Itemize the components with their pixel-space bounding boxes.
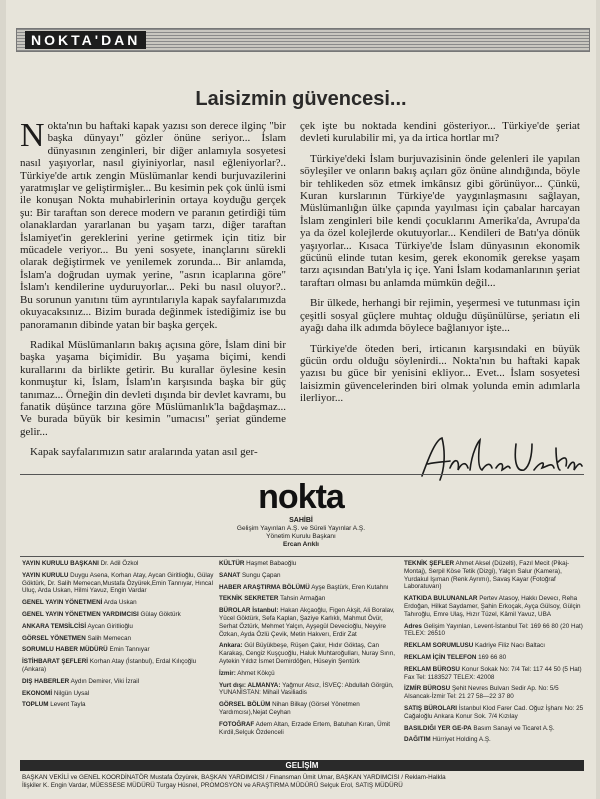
masthead-entry-label: KÜLTÜR [219, 560, 245, 567]
masthead-entry [22, 560, 222, 568]
masthead-entry [219, 595, 399, 603]
masthead-entry [22, 658, 222, 674]
masthead-entry-names: Ahmet Aksel (Düzelti), Fazıl Mecit (Pikaj-Montaj), Serpil Köse Tetik (Dizgi), Yalçın Salur (Kamera), Yurdakul Işıman (Renk Ayrımı), Savaş Kayar (Fotoğraf Laboratuvarı) [404, 560, 570, 591]
masthead-entry [219, 560, 399, 568]
masthead-entry-names: Aycan Giritlioğlu [87, 622, 133, 630]
article-column-right [300, 120, 580, 413]
masthead-entry-names: Gelişim Yayınları, Levent-İstanbul Tel: 169 66 80 (20 Hat) TELEX: 26510 [404, 622, 583, 638]
masthead-entry-names: Adem Altan, Erzade Ertem, Batuhan Kıran, Ümit Kırdil,Selçuk Özdenceli [219, 720, 391, 736]
masthead-entry-label: BASILDIĞI YER GE-PA [404, 724, 472, 732]
masthead-entry [219, 642, 399, 665]
masthead-entry-names: Yağmur Atsız, İSVEÇ: Abdullah Görgün, YUNANİSTAN: Mihail Vasiliadis [219, 681, 394, 697]
masthead-entry-names: Nihan Bilkay (Görsel Yönetmen Yardımcısı),Nejat Ceyhan [219, 701, 360, 716]
masthead-entry-label: İZMİR BÜROSU [404, 685, 451, 693]
gelisim-line: BAŞKAN VEKİLİ ve GENEL KOORDİNATÖR Mustafa Özyürek, BAŞKAN YARDIMCISI / Finansman Ümit Umar, BAŞKAN YARDIMCISI / Reklam-Halkla [22, 774, 446, 781]
masthead-entry [219, 607, 399, 638]
masthead-entry-names: Nilgün Uysal [53, 689, 90, 697]
owner-name: Ercan Arıklı [283, 541, 319, 548]
masthead-entry-names: Şehit Nevres Bulvarı Sedir Ap. No: 5/5 Alsancak-İzmir Tel: 21 27 58—22 37 80 [404, 685, 559, 701]
masthead-entry-names: Hakan Akçaoğlu, Figen Akşit, Ali Boralav, Yücel Göktürk, Sefa Kaplan, Şaziye Karlıklı, Mahmut Övür, Serhat Öztürk, Mehmet Yalçın, Ayşegül Devecioğlu, Neyyire Özkan, Ayda Özlü Çevik, Metin Hakverı, Erdir Zat [219, 607, 395, 638]
masthead-column-middle [219, 560, 399, 740]
masthead-entry [219, 572, 399, 580]
gelisim-line: İlişkiler K. Engin Vardar, MÜESSESE MÜDÜRÜ Turgay Hüsnel, PROMOSYON ve ARAŞTIRMA MÜDÜRÜ Selçuk Erol, SATIŞ MÜDÜRÜ [22, 782, 403, 789]
masthead-entry-label: Ankara: [219, 642, 243, 650]
drop-cap: N [20, 117, 45, 154]
masthead-entry [404, 725, 584, 733]
masthead-column-right [404, 560, 584, 748]
masthead-entry-names: Gül Büyükbeşe, Rüşen Çakır, Hıdır Göktaş, Can Karakaş, Cengiz Kuşçuoğlu, Haluk Muhtaroğulları, Nuray Sırın, Aytekin Yıldız İsmet Demirdöğen, Hüseyin Şentürk [219, 642, 396, 665]
masthead-entry [404, 685, 584, 701]
gelisim-credits [22, 774, 584, 790]
masthead-entry [404, 642, 584, 650]
owner-role: Yönetim Kurulu Başkanı [266, 533, 336, 540]
masthead-entry-names: İstanbul Klod Farer Cad. Oğuz İşhanı No: 25 Cağaloğlu Ankara Konur Sok. 7/4 Kızılay [404, 704, 584, 720]
article-paragraph: Türkiye'deki İslam burjuvazisinin önde gelenleri ile yapılan söyleşiler ve onların bakış açıları göz önüne alındığında, böyle bir tehlikeden söz etmek imkânsız gibi görünüyor... Çünkü, Kuran kurslarının Türkiye'de yaygınlaşmasını sağlayan, Müslümanlığın ülke çapında yayılması için çabalar harcayan İslam zenginleri bile kendi çocuklarını Amerika'da, Avrupa'da ya da özel kolejlerde okutuyorlar... Kendileri de Batı'ya dönük yaşıyorlar... Kısaca Türkiye'de İslam dünyasının ekonomik gücünü elinde tutan kesim, gerek ekonomik gerekse yaşam tarzı açısından Batı'yla iç içe. Yani İslam kodamanlarının şeriat taraftarı olması bu anlamda mümkün değil... [300, 152, 580, 289]
masthead-entry-names: Hürriyet Holding A.Ş. [432, 736, 491, 744]
masthead-entry-label: REKLAM İÇİN TELEFON [404, 653, 477, 661]
masthead-entry [404, 595, 584, 618]
masthead-entry-label: HABER ARAŞTIRMA BÖLÜMÜ [219, 583, 310, 591]
masthead-entry [219, 670, 399, 678]
masthead-entry [404, 736, 584, 744]
masthead-entry [22, 623, 222, 631]
masthead-entry-label: GENEL YAYIN YÖNETMEN YARDIMCISI [22, 610, 139, 618]
article-paragraph: Türkiye'de öteden beri, irticanın karşısındaki en büyük gücün ordu olduğu söylenirdi... Nokta'nın bu haftaki kapak yazısı bu güce bir yenisini ekliyor... Evet... İslam sosyetesi laisizmin güvencelerinden biri olmak yolunda emin adımlarla ilerliyor... [300, 342, 580, 405]
nokta-logo: nokta [258, 478, 344, 516]
masthead-entry-label: GENEL YAYIN YÖNETMENİ [22, 599, 103, 607]
masthead-entry-label: Adres [404, 622, 422, 630]
masthead-entry-label: GÖRSEL YÖNETMEN [22, 634, 86, 642]
masthead-entry-label: TEKNİK ŞEFLER [404, 560, 455, 567]
masthead-entry-label: DAĞITIM [404, 736, 431, 744]
section-header-bar [16, 28, 590, 52]
divider-top [20, 474, 584, 475]
masthead-entry [219, 584, 399, 592]
owner-heading: SAHİBİ [289, 517, 313, 524]
article-column-left [20, 117, 286, 467]
masthead-entry-label: SANAT [219, 571, 241, 579]
masthead-entry-label: GÖRSEL BÖLÜM [219, 701, 271, 709]
article-title: Laisizmin güvencesi... [195, 88, 407, 110]
masthead-entry [219, 701, 399, 717]
article-paragraph: Radikal Müslümanların bakış açısına göre, İslam dini bir başka yaşama biçimidir. Bu yaşama biçimi, kendi kurallarını da birlikte getirir. Bu kurallar öylesine kesin konmuştur ki, İslam, İslam'ın karşısında başka bir güç tanımaz... Örneğin din devleti dışında bir devlet kavramı, bu fanatik düşünce tarzına göre Müslümanlık'la bağdaşmaz... Ve burada büyük bir kesimin "umacısı" şeriat gündeme gelir... [20, 338, 286, 438]
masthead-entry [22, 701, 222, 709]
masthead-entry [22, 678, 222, 686]
masthead-entry-names: Konur Sokak No: 7/4 Tel: 117 44 50 (5 Hat) Fax Tel: 1183527 TELEX: 42008 [404, 665, 582, 681]
masthead-entry [219, 721, 399, 737]
masthead-entry-label: REKLAM BÜROSU [404, 665, 460, 673]
masthead-entry [22, 599, 222, 607]
masthead-entry [404, 666, 584, 682]
masthead-entry-label: EKONOMİ [22, 689, 53, 697]
masthead-entry-label: İSTİHBARAT ŞEFLERİ [22, 658, 89, 666]
masthead-entry-names: Sungu Çapan [241, 571, 281, 579]
masthead-entry-names: Kadriye Filiz Nacı Baltacı [475, 642, 546, 650]
masthead-owner-block [166, 517, 436, 549]
masthead-entry-names: Pertev Atasoy, Hakkı Devecı, Reha Erdoğan, Hilkat Saydamer, Şahin Erkoçak, Ayça Gülsoy, Gülçin Tahıroğlu, Emre Ulaş, Hızır Tüzel, Kâmil Yavuz, UBA [404, 595, 581, 618]
masthead-entry [404, 705, 584, 721]
masthead-entry-label: YAYIN KURULU [22, 571, 69, 579]
masthead-entry-label: TEKNİK SEKRETER [219, 595, 279, 603]
masthead-entry [219, 682, 399, 698]
masthead-entry-label: DIŞ HABERLER [22, 677, 70, 685]
masthead-entry-names: Aydın Demirer, Viki İzrail [70, 677, 139, 685]
publisher-name: Gelişim Yayınları A.Ş. ve Süreli Yayınlar A.Ş. [236, 525, 366, 532]
masthead-entry-names: Tahsin Armağan [280, 595, 326, 603]
article-paragraph: Kapak sayfalarımızın satır aralarında yatan asıl ger- [30, 446, 258, 459]
divider-masthead [20, 556, 584, 557]
masthead-entry-label: İzmir: [219, 669, 236, 677]
gelisim-bar: GELİŞİM [20, 760, 584, 771]
article-paragraph: çek işte bu noktada kendini gösteriyor... Türkiye'de şeriat devleti kurulabilir mi, ya da irtica hortlar mı? [300, 120, 580, 145]
masthead-entry-names: Levent Tayla [50, 701, 86, 709]
masthead-entry-names: Ahmet Kökçü [237, 669, 275, 677]
masthead-entry-names: Arda Uskan [103, 599, 137, 607]
masthead-entry-label: Yurt dışı: ALMANYA: [219, 681, 281, 689]
masthead-entry-label: TOPLUM [22, 701, 49, 709]
masthead-entry-names: Korhan Atay (İstanbul), Erdal Kılıçoğlu (Ankara) [22, 658, 197, 673]
masthead-entry-label: YAYIN KURULU BAŞKANI [22, 560, 99, 567]
masthead-entry [22, 635, 222, 643]
masthead-entry [22, 646, 222, 654]
masthead-entry-names: Dr. Adil Özkol [100, 560, 139, 567]
masthead-column-left [22, 560, 222, 713]
masthead-entry-label: FOTOĞRAF [219, 720, 255, 728]
masthead-entry-label: REKLAM SORUMLUSU [404, 642, 474, 650]
masthead-entry-names: Duygu Asena, Korhan Atay, Aycan Giritlioğlu, Gülay Göktürk, Dr. Salih Memecan,Mustafa Özyürek,Emin Tannıyar, Hıncal Uluç, Arda Uskan, Hilmi Yavuz, Engin Vardar [22, 571, 214, 595]
masthead-entry-names: Haşmet Babaoğlu [246, 560, 297, 567]
masthead-entry-names: Emin Tannıyar [109, 646, 150, 654]
masthead-entry [22, 611, 222, 619]
masthead-entry-names: Gülay Göktürk [140, 610, 181, 618]
masthead-entry [404, 623, 584, 639]
masthead-entry-names: Ayşe Baştürk, Eren Kutahnı [311, 583, 389, 591]
masthead-entry [22, 690, 222, 698]
section-label: NOKTA'DAN [25, 31, 146, 49]
masthead-entry-label: SORUMLU HABER MÜDÜRÜ [22, 646, 108, 654]
masthead-entry-label: SATIŞ BÜROLARI [404, 704, 458, 712]
masthead-entry [404, 654, 584, 662]
masthead-entry-names: Basım Sanayi ve Ticaret A.Ş. [473, 724, 555, 732]
masthead-entry-label: KATKIDA BULUNANLAR [404, 595, 478, 603]
masthead-entry-names: Salih Memecan [87, 634, 131, 642]
masthead-entry-names: 169 66 80 [478, 653, 507, 661]
masthead-entry-label: ANKARA TEMSİLCİSİ [22, 622, 87, 630]
masthead-entry [404, 560, 584, 591]
article-paragraph: Bir ülkede, herhangi bir rejimin, yeşermesi ve tutunması için çeşitli sosyal güçlere muhtaç olduğu düşünülürse, şeriatın eli ayağı daha ilk adımda böylece bağlanıyor işte... [300, 297, 580, 335]
magazine-page [6, 0, 596, 799]
article-paragraph: Nokta'nın bu haftaki kapak yazısı son derece ilginç "bir başka dünyayı" gözler önüne seriyor... İslam dünyasının zenginleri, bir diğer anlamıyla sosyetesi nasıl yaşıyorlar, nasıl giyiniyorlar, nasıl eğleniyorlar?.. Türkiye'de artık zengin Müslümanlar kendi burjuvazilerini yaratmışlar ve geliştirmişler... Bu kesimin pek çok ünlü ismi ile konuşan Nokta muhabirlerinin ortaya koyduğu gerçek şu: Bir taraftan son derece modern ve paranın getirdiği tüm olanaklardan yararlanan bu yaşam tarzı, diğer taraftan İslamiyet'in gereklerini yerine getirmek için titiz bir mücadele veriyor... Bu yeni sosyete, inançlarını sürekli olarak değiştirmek ve yenilemek zorunda... Bir anlamda, İslam'a doğrudan uymak yerine, "asrın icaplarına göre" İslam'ı kendilerine uyduruyorlar... Peki bu nasıl oluyor?.. Bu sorunun yanıtını tüm ayrıntılarıyla kapak sayfalarımızda okuyacaksınız... Bizim burada değinmek istediğimiz ise bu panoramanın dibinde yatan bir başka gerçek. [20, 117, 286, 331]
masthead-entry-label: BÜROLAR İstanbul: [219, 607, 279, 615]
masthead-entry [22, 572, 222, 595]
